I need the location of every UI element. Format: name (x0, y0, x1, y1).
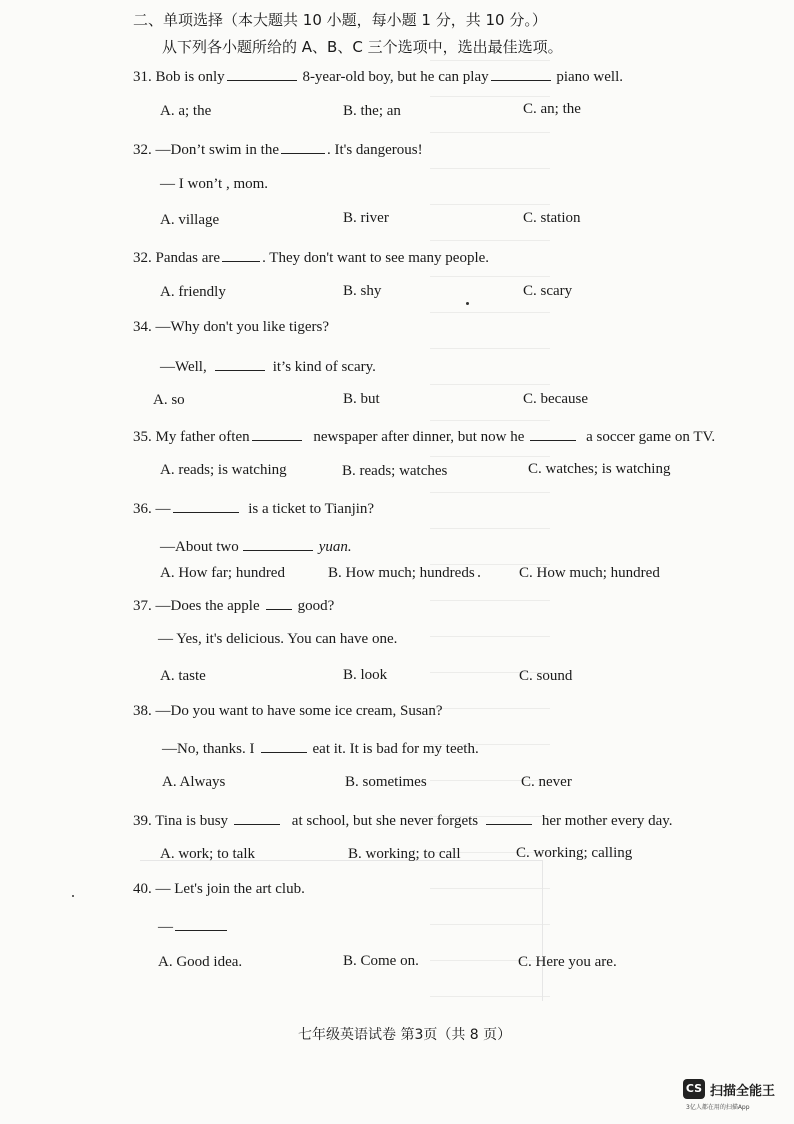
option-b: B. shy (343, 283, 382, 299)
option-b: B. How much; hundreds (328, 565, 475, 581)
option-b: B. sometimes (345, 774, 427, 790)
answer-blank (281, 139, 325, 154)
q-text: . It's dangerous! (326, 142, 423, 158)
page-footer: 七年级英语试卷 第3页（共 8 页） (298, 1027, 512, 1043)
answer-blank (261, 738, 307, 753)
scan-speck (466, 302, 469, 305)
q-text: —Well, (160, 359, 207, 375)
section-title: 二、单项选择（本大题共 10 小题，每小题 1 分，共 10 分。） (133, 11, 547, 29)
scan-speck (478, 575, 480, 577)
scan-speck (72, 895, 74, 897)
question-36 (133, 498, 374, 518)
answer-blank (491, 66, 551, 81)
q-text: good? (297, 598, 335, 614)
q-text: — (155, 501, 171, 517)
q-text: piano well. (556, 69, 624, 85)
option-c: C. sound (519, 668, 573, 684)
option-c: C. watches; is watching (528, 461, 671, 477)
q-text: —Why don't you like tigers? (155, 319, 330, 335)
q-number: 36. (133, 501, 152, 517)
q-text: eat it. It is bad for my teeth. (312, 741, 479, 757)
option-b: B. but (343, 391, 380, 407)
option-a: A. friendly (160, 284, 226, 300)
q-text: Tina is busy (155, 813, 229, 829)
dialogue-reply (162, 738, 479, 758)
option-c: C. station (523, 210, 581, 226)
option-a: A. How far; hundred (160, 565, 285, 581)
question-35 (133, 426, 715, 446)
answer-blank (486, 810, 532, 825)
question-34 (133, 319, 329, 336)
q-text: 8-year-old boy, but he can play (302, 69, 489, 85)
q-text: newspaper after dinner, but now he (313, 429, 525, 445)
option-a: A. Good idea. (158, 954, 243, 970)
q-text: . They don't want to see many people. (262, 250, 490, 266)
q-text: — Let's join the art club. (155, 881, 305, 897)
q-text: her mother every day. (541, 813, 673, 829)
option-b: B. reads; watches (342, 463, 448, 479)
q-number: 37. (133, 598, 152, 614)
dialogue-reply (160, 356, 376, 376)
q-text: yuan. (318, 539, 352, 555)
option-a: A. taste (160, 668, 206, 684)
option-c: C. never (521, 774, 572, 790)
q-number: 32. (133, 250, 152, 266)
dialogue-reply (158, 916, 229, 936)
q-text: at school, but she never forgets (291, 813, 479, 829)
option-b: B. Come on. (343, 953, 419, 969)
option-c: C. an; the (523, 101, 581, 117)
option-c: C. working; calling (516, 845, 633, 861)
answer-blank (215, 356, 265, 371)
scanner-tagline: 3亿人都在用的扫描App (686, 1104, 750, 1111)
camscanner-logo-icon: CS (683, 1079, 705, 1099)
answer-blank (243, 536, 313, 551)
option-a: A. Always (162, 774, 226, 790)
q-number: 34. (133, 319, 152, 335)
option-c: C. scary (523, 283, 573, 299)
question-37 (133, 595, 334, 615)
answer-blank (234, 810, 280, 825)
q-text: —No, thanks. I (162, 741, 255, 757)
option-c: C. because (523, 391, 588, 407)
option-c: C. Here you are. (518, 954, 617, 970)
option-c: C. How much; hundred (519, 565, 660, 581)
q-text: Bob is only (155, 69, 225, 85)
dialogue-reply (160, 536, 352, 556)
option-a: A. reads; is watching (160, 462, 287, 478)
question-32 (133, 139, 423, 159)
q-text: —Do you want to have some ice cream, Susan? (155, 703, 443, 719)
dialogue-reply: — Yes, it's delicious. You can have one. (158, 631, 398, 647)
answer-blank (252, 426, 302, 441)
answer-blank (175, 916, 227, 931)
answer-blank (227, 66, 297, 81)
q-text: —Don’t swim in the (155, 142, 279, 158)
q-number: 39. (133, 813, 152, 829)
answer-blank (530, 426, 576, 441)
answer-blank (222, 247, 260, 262)
q-text: —Does the apple (155, 598, 260, 614)
option-a: A. village (160, 212, 220, 228)
answer-blank (266, 595, 292, 610)
q-text: a soccer game on TV. (586, 429, 716, 445)
option-b: B. working; to call (348, 846, 461, 862)
section-instruction: 从下列各小题所给的 A、B、C 三个选项中，选出最佳选项。 (162, 38, 563, 56)
question-39 (133, 810, 673, 830)
q-number: 38. (133, 703, 152, 719)
option-a: A. so (153, 392, 185, 408)
dialogue-reply: — I won’t , mom. (160, 176, 269, 192)
option-b: B. the; an (343, 103, 401, 119)
question-40 (133, 881, 305, 898)
q-number: 35. (133, 429, 152, 445)
option-a: A. work; to talk (160, 846, 255, 862)
q-text: My father often (155, 429, 250, 445)
q-number: 40. (133, 881, 152, 897)
scanner-app-name: 扫描全能王 (710, 1084, 776, 1099)
option-b: B. river (343, 210, 389, 226)
q-number: 31. (133, 69, 152, 85)
q-text: — (158, 919, 173, 935)
q-text: Pandas are (155, 250, 221, 266)
q-text: —About two (160, 539, 239, 555)
question-38 (133, 703, 443, 720)
q-text: it’s kind of scary. (272, 359, 376, 375)
option-b: B. look (343, 667, 388, 683)
question-33 (133, 247, 489, 267)
q-number: 32. (133, 142, 152, 158)
answer-blank (173, 498, 239, 513)
q-text: is a ticket to Tianjin? (248, 501, 375, 517)
option-a: A. a; the (160, 103, 212, 119)
question-31 (133, 66, 623, 86)
